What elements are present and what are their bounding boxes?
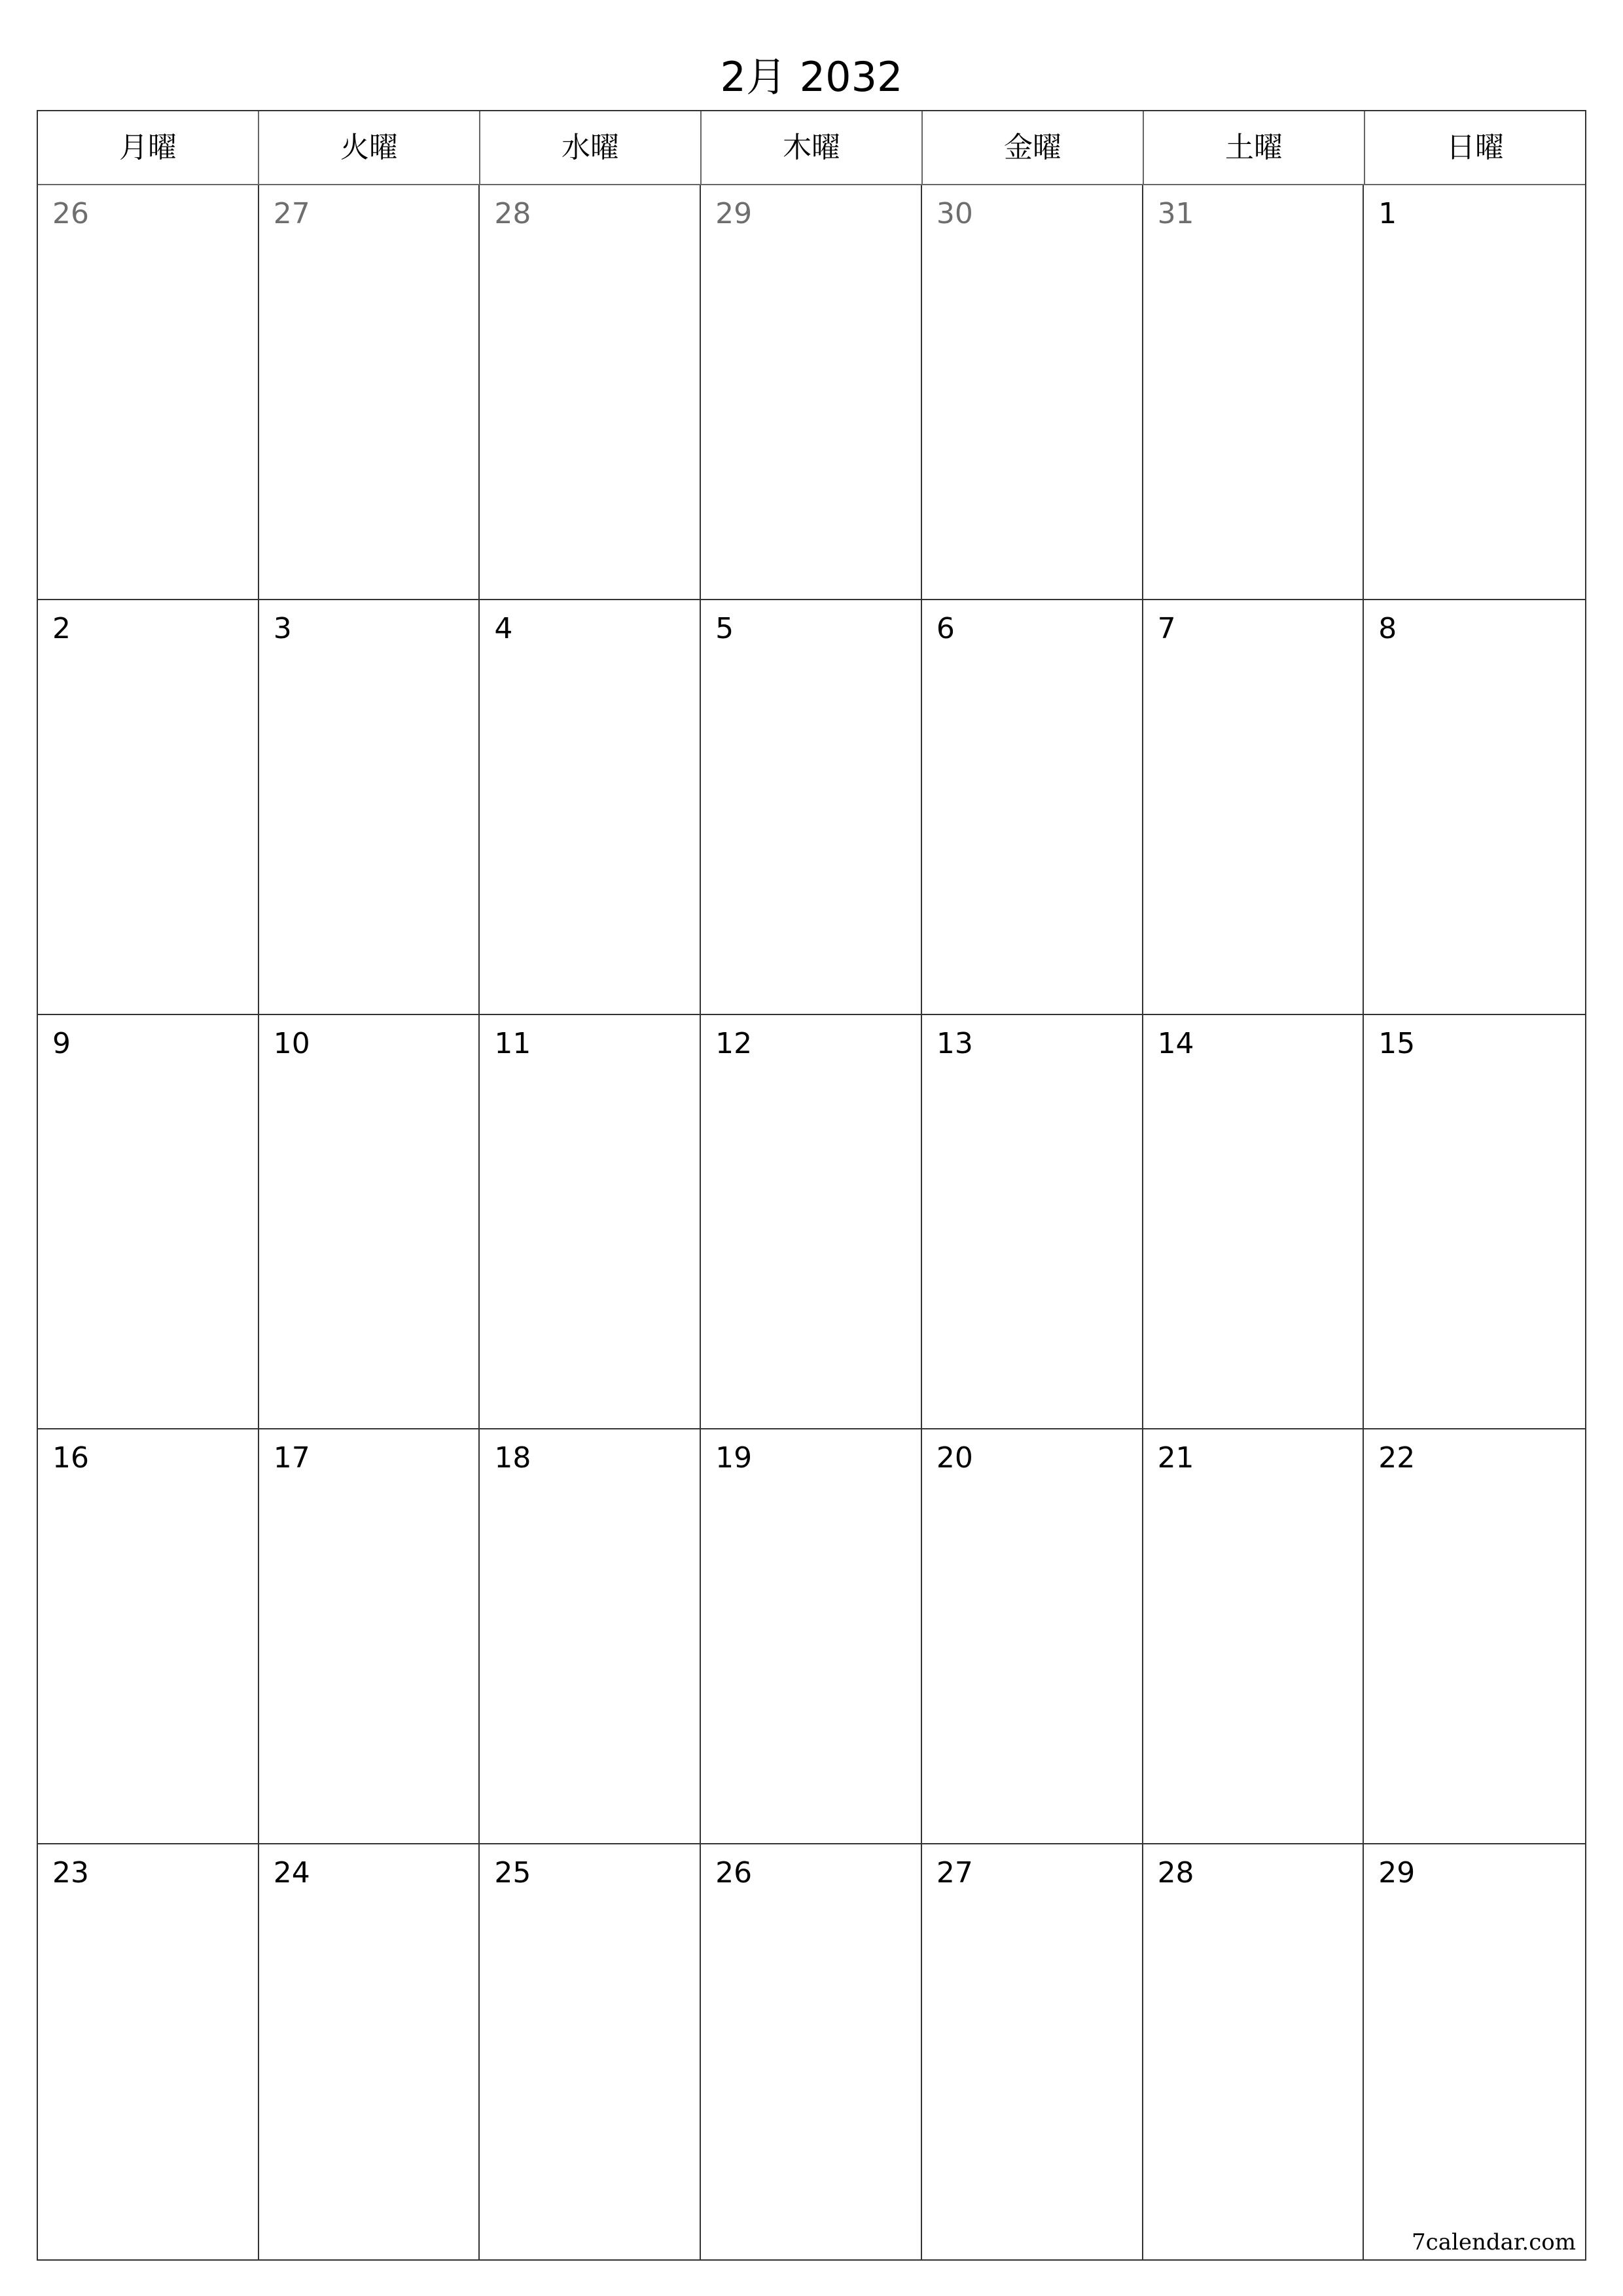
calendar-title: 2月 2032 — [720, 53, 903, 101]
day-number: 27 — [273, 197, 310, 230]
day-number: 29 — [715, 197, 753, 230]
day-cell — [259, 1015, 480, 1430]
day-number: 4 — [494, 611, 513, 645]
day-cell — [1143, 185, 1364, 600]
day-number: 8 — [1378, 611, 1397, 645]
day-number: 22 — [1378, 1441, 1416, 1475]
day-cell — [38, 1015, 259, 1430]
day-cell — [480, 1429, 701, 1844]
day-number: 10 — [273, 1026, 310, 1060]
day-cell — [1364, 1429, 1585, 1844]
day-number: 11 — [494, 1026, 531, 1060]
day-number: 20 — [936, 1441, 973, 1475]
day-cell — [1143, 1015, 1364, 1430]
day-number: 26 — [52, 197, 89, 230]
day-number: 6 — [936, 611, 955, 645]
day-cell — [259, 600, 480, 1015]
day-number: 17 — [273, 1441, 310, 1475]
weekday-header-monday: 月曜 — [38, 111, 259, 184]
day-number: 21 — [1157, 1441, 1194, 1475]
day-number: 18 — [494, 1441, 531, 1475]
day-cell — [922, 1015, 1143, 1430]
weekday-header-friday: 金曜 — [923, 111, 1144, 184]
day-number: 15 — [1378, 1026, 1416, 1060]
day-number: 9 — [52, 1026, 71, 1060]
day-number: 12 — [715, 1026, 753, 1060]
day-cell — [922, 600, 1143, 1015]
day-cell — [1364, 600, 1585, 1015]
day-number: 14 — [1157, 1026, 1194, 1060]
day-cell — [701, 1429, 922, 1844]
day-cell — [1364, 1015, 1585, 1430]
day-cell — [38, 600, 259, 1015]
day-number: 30 — [936, 197, 973, 230]
day-number: 7 — [1157, 611, 1176, 645]
weekday-header-tuesday: 火曜 — [259, 111, 480, 184]
day-cell — [701, 600, 922, 1015]
day-cell — [38, 1844, 259, 2259]
month-calendar-grid — [37, 110, 1586, 2261]
day-cell — [1143, 1844, 1364, 2259]
day-number: 31 — [1157, 197, 1194, 230]
weekday-header-saturday: 土曜 — [1144, 111, 1365, 184]
day-number: 19 — [715, 1441, 753, 1475]
day-cell — [480, 1844, 701, 2259]
day-cell — [38, 1429, 259, 1844]
day-cell — [1364, 1844, 1585, 2259]
day-cell — [922, 1844, 1143, 2259]
day-cell — [480, 1015, 701, 1430]
day-number: 13 — [936, 1026, 973, 1060]
weekday-header-row — [38, 111, 1585, 185]
day-number: 16 — [52, 1441, 89, 1475]
day-cell — [38, 185, 259, 600]
day-cell — [259, 1844, 480, 2259]
day-cell — [259, 185, 480, 600]
day-cell — [1143, 600, 1364, 1015]
day-cell — [701, 1015, 922, 1430]
day-number: 25 — [494, 1856, 531, 1890]
footer-credit: 7calendar.com — [1412, 2229, 1576, 2255]
day-number: 3 — [273, 611, 292, 645]
day-cell — [259, 1429, 480, 1844]
day-number: 23 — [52, 1856, 89, 1890]
day-number: 28 — [1157, 1856, 1194, 1890]
day-number: 28 — [494, 197, 531, 230]
day-number: 2 — [52, 611, 71, 645]
day-number: 27 — [936, 1856, 973, 1890]
day-cell — [701, 1844, 922, 2259]
day-grid — [38, 185, 1585, 2259]
weekday-header-thursday: 木曜 — [702, 111, 923, 184]
day-cell — [1364, 185, 1585, 600]
weekday-header-wednesday: 水曜 — [480, 111, 702, 184]
day-cell — [480, 185, 701, 600]
day-number: 1 — [1378, 197, 1397, 230]
day-cell — [922, 1429, 1143, 1844]
weekday-header-sunday: 日曜 — [1446, 131, 1504, 164]
day-number: 24 — [273, 1856, 310, 1890]
day-cell — [1143, 1429, 1364, 1844]
day-number: 26 — [715, 1856, 753, 1890]
day-number: 29 — [1378, 1856, 1416, 1890]
day-cell — [701, 185, 922, 600]
day-cell — [480, 600, 701, 1015]
day-cell — [922, 185, 1143, 600]
day-number: 5 — [715, 611, 734, 645]
